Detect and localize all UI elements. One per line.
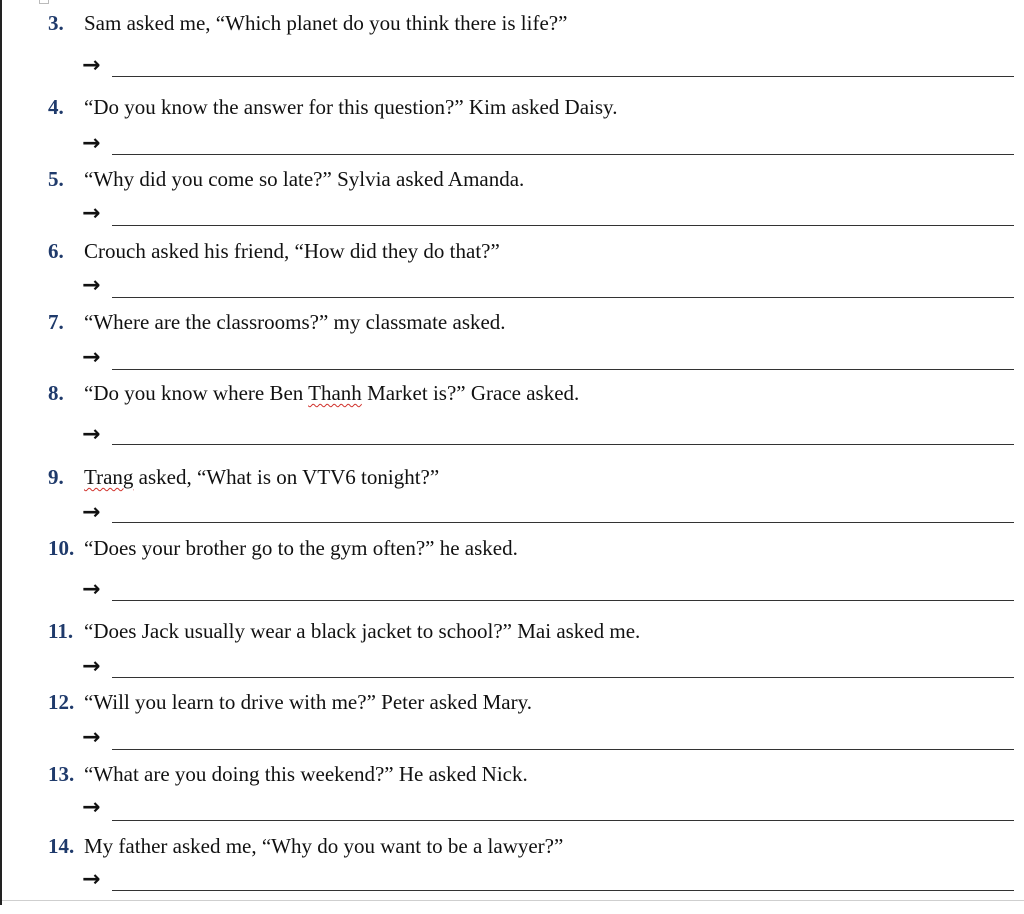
spellcheck-word: Thanh	[308, 381, 362, 405]
arrow-icon: →	[82, 273, 101, 298]
item-question: “Do you know where Ben Thanh Market is?” Grace asked.	[84, 381, 580, 405]
exercise-item-14	[2, 834, 1024, 914]
arrow-icon: →	[82, 867, 101, 892]
item-question: Trang asked, “What is on VTV6 tonight?”	[84, 465, 440, 489]
item-question: “Does Jack usually wear a black jacket to school?” Mai asked me.	[84, 619, 641, 643]
item-question: “Will you learn to drive with me?” Peter asked Mary.	[84, 690, 532, 714]
arrow-icon: →	[82, 795, 101, 820]
exercise-item-12	[2, 690, 1024, 770]
answer-line[interactable]	[112, 600, 1014, 601]
page-bottom-edge	[2, 900, 1024, 901]
item-question: Sam asked me, “Which planet do you think there is life?”	[84, 11, 568, 35]
exercise-item-11	[2, 619, 1024, 699]
answer-line[interactable]	[112, 154, 1014, 155]
item-question: Crouch asked his friend, “How did they do that?”	[84, 239, 500, 263]
item-question: “Do you know the answer for this question?” Kim asked Daisy.	[84, 95, 618, 119]
item-number: 10.	[48, 536, 75, 560]
item-question: “Why did you come so late?” Sylvia asked Amanda.	[84, 167, 525, 191]
corner-mark	[39, 0, 49, 4]
arrow-icon: →	[82, 53, 101, 78]
arrow-icon: →	[82, 725, 101, 750]
exercise-item-6	[2, 239, 1024, 319]
arrow-icon: →	[82, 422, 101, 447]
arrow-icon: →	[82, 345, 101, 370]
arrow-icon: →	[82, 654, 101, 679]
item-number: 14.	[48, 834, 75, 858]
arrow-icon: →	[82, 577, 101, 602]
item-question: “What are you doing this weekend?” He asked Nick.	[84, 762, 528, 786]
arrow-icon: →	[82, 201, 101, 226]
item-number: 11.	[48, 619, 74, 643]
exercise-item-10	[2, 536, 1024, 616]
item-number: 12.	[48, 690, 75, 714]
exercise-item-5	[2, 167, 1024, 247]
answer-line[interactable]	[112, 890, 1014, 891]
exercise-item-8	[2, 381, 1024, 461]
exercise-item-7	[2, 310, 1024, 390]
answer-line[interactable]	[112, 677, 1014, 678]
spellcheck-word: Trang	[84, 465, 134, 489]
arrow-icon: →	[82, 131, 101, 156]
answer-line[interactable]	[112, 76, 1014, 77]
item-question: “Does your brother go to the gym often?” he asked.	[84, 536, 518, 560]
answer-line[interactable]	[112, 820, 1014, 821]
item-number: 4.	[48, 95, 64, 119]
answer-line[interactable]	[112, 225, 1014, 226]
item-question: “Where are the classrooms?” my classmate asked.	[84, 310, 506, 334]
item-number: 8.	[48, 381, 64, 405]
answer-line[interactable]	[112, 444, 1014, 445]
exercise-item-4	[2, 95, 1024, 175]
answer-line[interactable]	[112, 522, 1014, 523]
item-number: 9.	[48, 465, 64, 489]
answer-line[interactable]	[112, 297, 1014, 298]
item-number: 5.	[48, 167, 64, 191]
item-number: 7.	[48, 310, 64, 334]
item-number: 13.	[48, 762, 75, 786]
exercise-item-3	[2, 11, 1024, 91]
exercise-item-13	[2, 762, 1024, 842]
answer-line[interactable]	[112, 369, 1014, 370]
item-question: My father asked me, “Why do you want to be a lawyer?”	[84, 834, 564, 858]
item-number: 3.	[48, 11, 64, 35]
item-number: 6.	[48, 239, 64, 263]
arrow-icon: →	[82, 500, 101, 525]
exercise-item-9	[2, 465, 1024, 545]
answer-line[interactable]	[112, 749, 1014, 750]
